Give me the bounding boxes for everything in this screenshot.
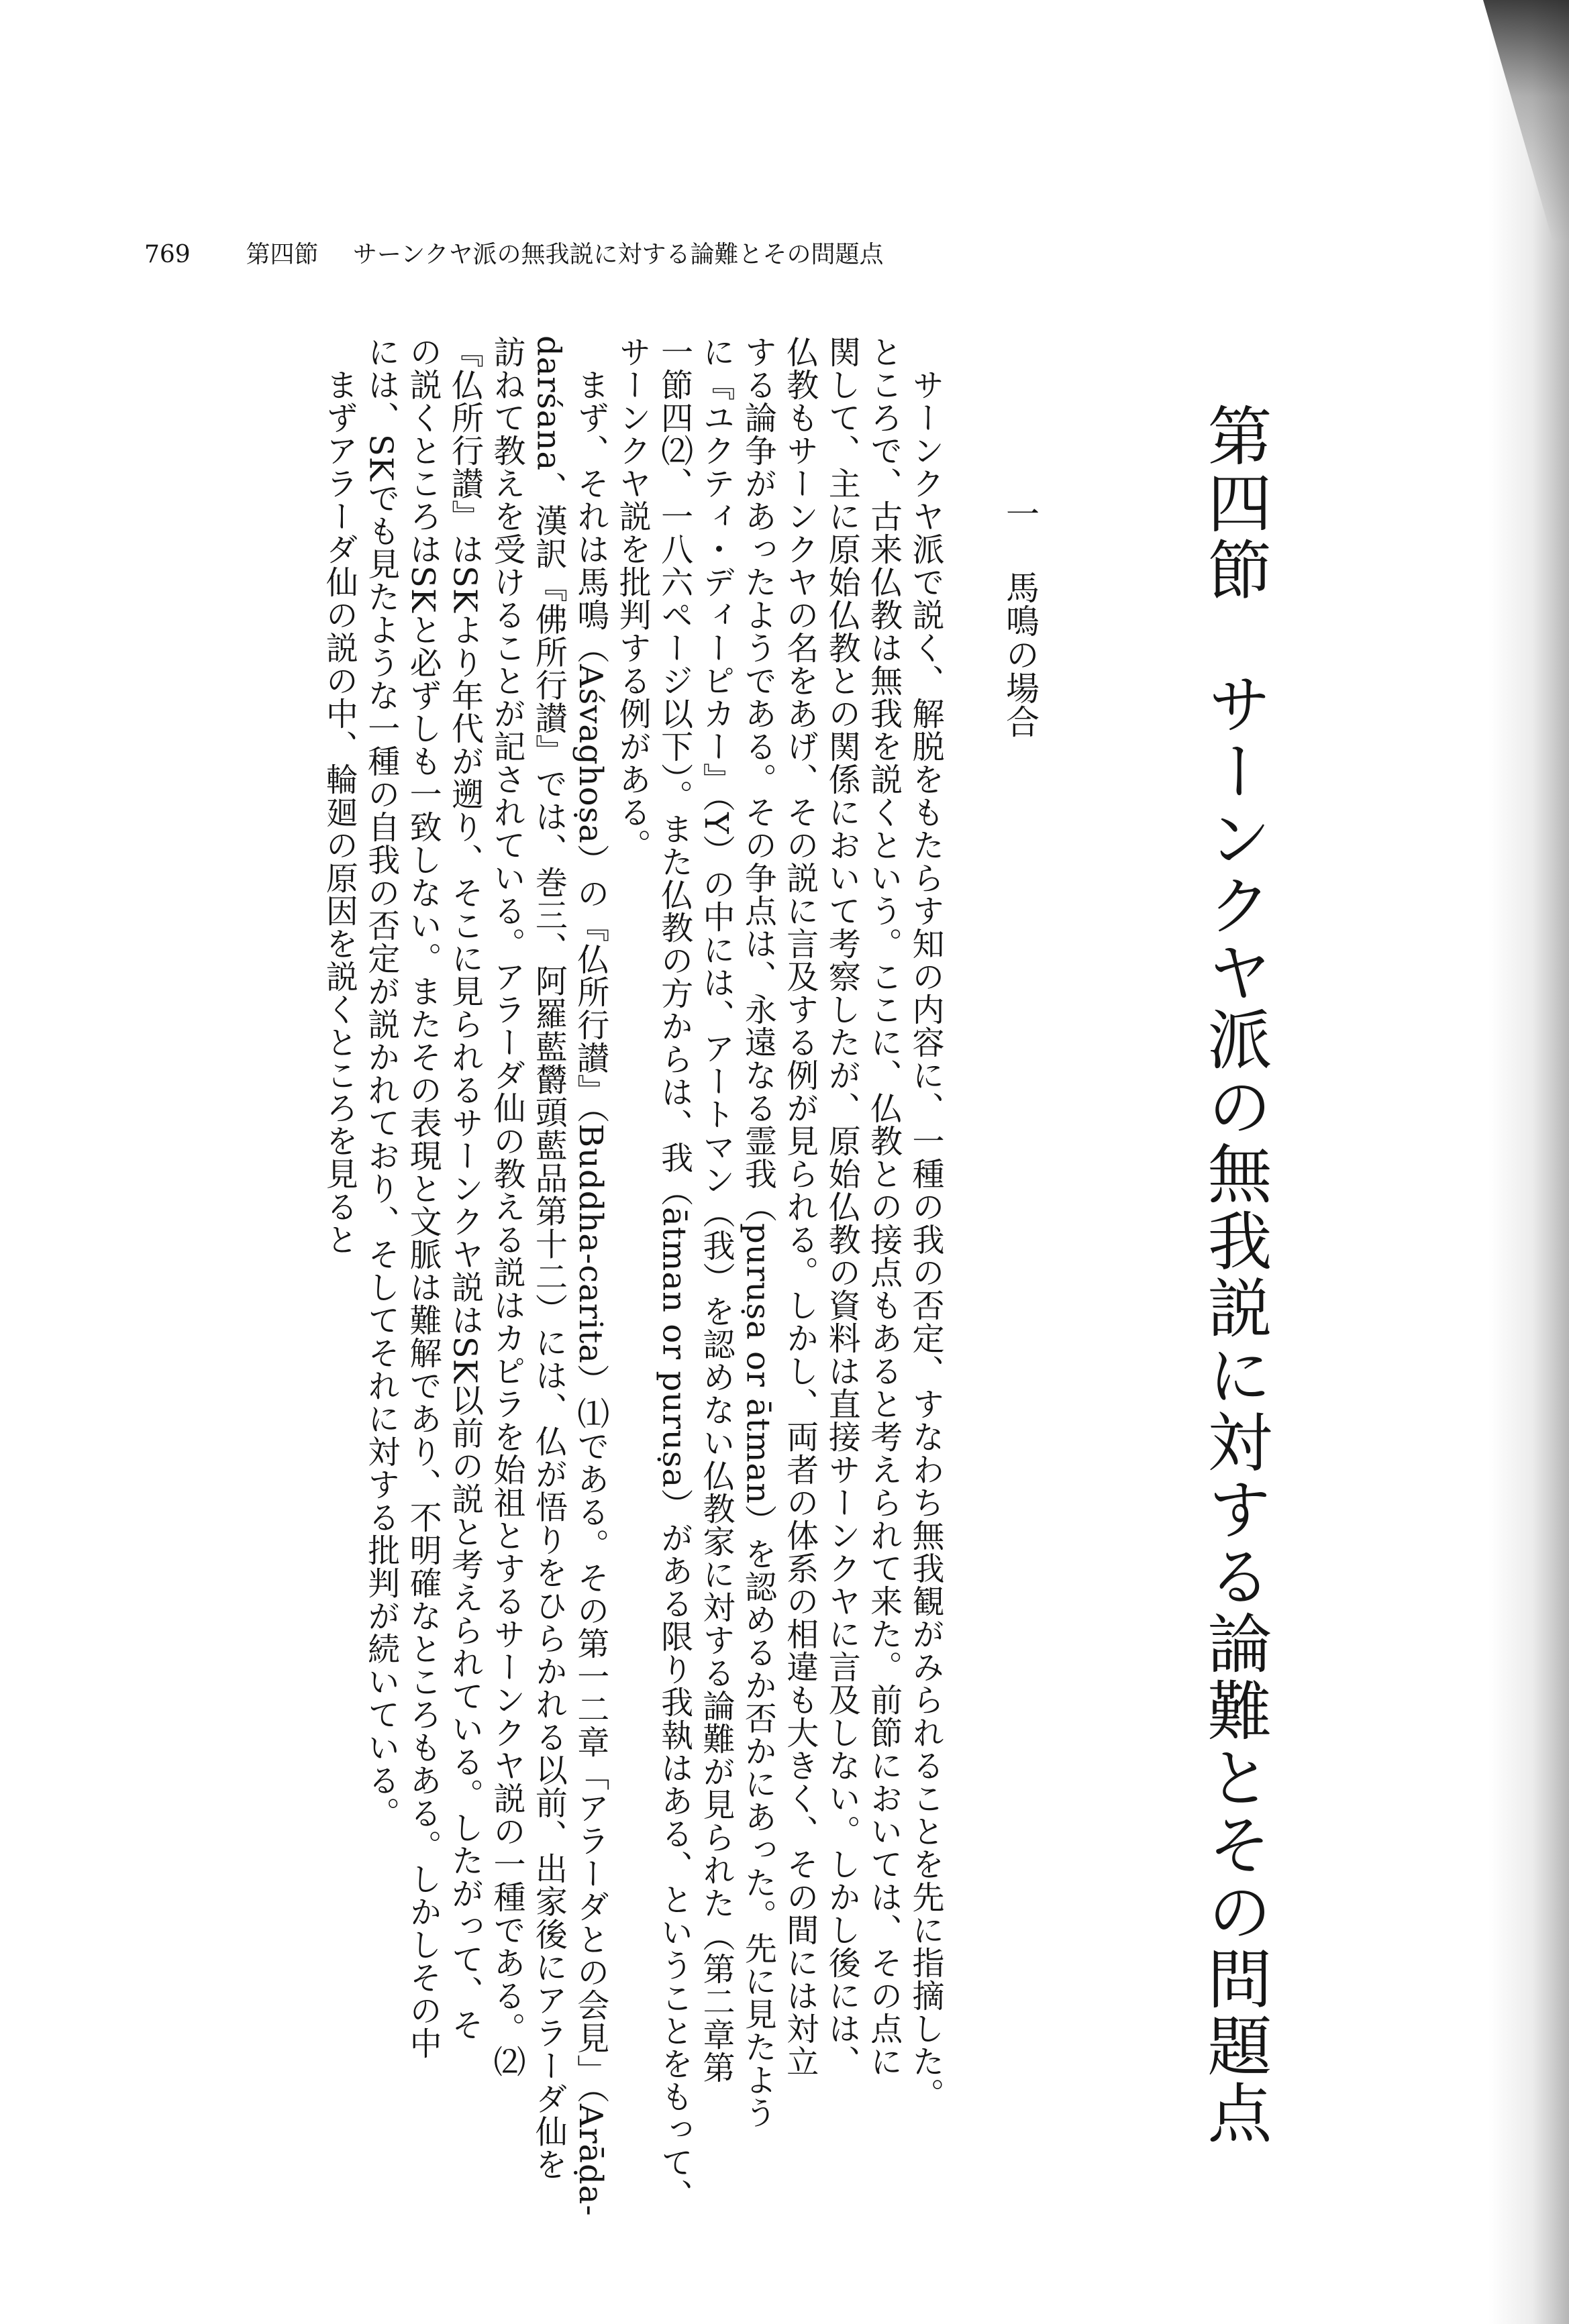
body-text xyxy=(114,335,946,2217)
body-line: 訪ねて教えを受けることが記されている。アラーダ仙の教える説はカピラを始祖とするサーンクヤ説の一種である。⑵ xyxy=(487,335,525,2078)
body-line: 一節四⑵、一八六ページ以下）。また仏教の方からは、我（ātman or puruṣa）がある限り我執はある、ということをもって、 xyxy=(655,335,693,2212)
body-line: まず、それは馬鳴（Aśvaghoṣa）の『仏所行讃』（Buddha-carita）⑴である。その第一二章「アラーダとの会見」（Arāḍa- xyxy=(571,335,609,2217)
body-line: まずアラーダ仙の説の中、輪廻の原因を説くところを見ると xyxy=(320,335,358,1256)
header-title: サーンクヤ派の無我説に対する論難とその問題点 xyxy=(352,241,884,268)
body-line: の説くところはSKと必ずしも一致しない。またその表現と文脈は難解であり、不明確なところもある。しかしその中 xyxy=(404,335,442,2060)
subsection-title: 馬鳴の場合 xyxy=(1001,570,1040,738)
running-header xyxy=(144,235,1017,275)
subsection-heading xyxy=(980,496,1047,765)
body-line: 仏教もサーンクヤの名をあげ、その説に言及する例が見られる。しかし、両者の体系の相違も大きく、その間には対立 xyxy=(780,335,819,2078)
section-title: 第四節 サーンクヤ派の無我説に対する論難とその問題点 xyxy=(1197,403,1272,2147)
body-line: darśana、漢訳『佛所行讃』では、巻三、阿羅藍欝頭藍品第十二）には、仏が悟りをひらかれる以前、出家後にアラーダ仙を xyxy=(529,335,568,2181)
scan-edge-shadow xyxy=(1488,0,1569,2324)
subsection-number: 一 xyxy=(1001,496,1040,530)
body-line: ところで、古来仏教は無我を説くという。ここに、仏教との接点もあると考えられて来た。前節においては、その点に xyxy=(864,335,903,2078)
body-line: 関して、主に原始仏教との関係において考察したが、原始仏教の資料は直接サーンクヤに言及しない。しかし後には、 xyxy=(823,335,861,2078)
body-line: に『ユクティ・ディーピカー』（Y）の中には、アートマン（我）を認めない仏教家に対する論難が見られた（第二章第 xyxy=(697,335,735,2084)
body-line: には、SKでも見たような一種の自我の否定が説かれており、そしてそれに対する批判が続いている。 xyxy=(362,335,400,1830)
header-section-label: 第四節 xyxy=(246,241,319,268)
body-line: する論争があったようである。その争点は、永遠なる霊我（puruṣa or ātman）を認めるか否かにあった。先に見たよう xyxy=(739,335,777,2129)
body-line: 『仏所行讃』はSKより年代が遡り、そこに見られるサーンクヤ説はSK以前の説と考えられている。したがって、そ xyxy=(446,335,484,2042)
body-line: サーンクヤ派で説く、解脱をもたらす知の内容に、一種の我の否定、すなわち無我観がみられることを先に指摘した。 xyxy=(907,335,944,2111)
body-line: サーンクヤ説を批判する例がある。 xyxy=(613,335,652,861)
page-number: 769 xyxy=(144,241,191,268)
